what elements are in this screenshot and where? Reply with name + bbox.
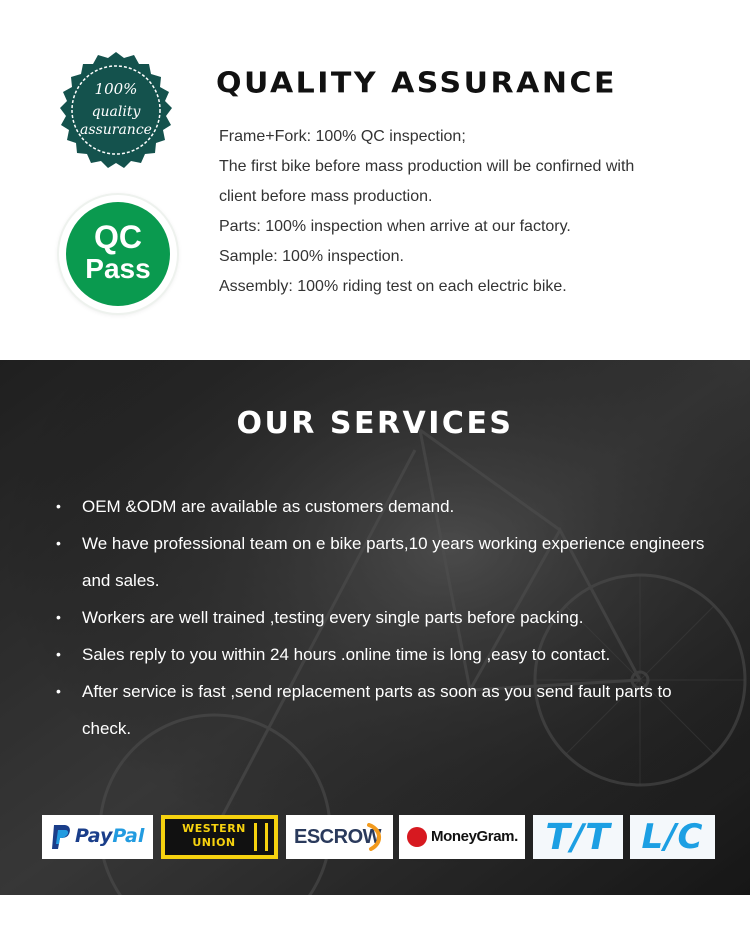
escrow-wordmark: ESCROW — [294, 826, 381, 848]
paypal-wordmark — [75, 825, 144, 847]
paypal-logo — [42, 815, 153, 859]
seal-text-3: assurance — [80, 122, 152, 138]
service-item-1: • OEM &ODM are available as customers demand. — [56, 488, 716, 525]
tt-logo — [533, 815, 623, 859]
qc-pass-circle — [66, 202, 170, 306]
quality-seal-icon — [53, 50, 179, 176]
qa-line-5: Sample: 100% inspection. — [219, 248, 404, 265]
western-union-line2: UNION — [192, 836, 236, 849]
services-list — [56, 488, 716, 747]
seal-text-1: 100% — [94, 80, 138, 98]
service-item-2: • We have professional team on e bike parts,10 years working experience engineers and sales. — [56, 525, 716, 599]
qc-badge-line1: QC — [94, 219, 142, 255]
escrow-logo — [286, 815, 393, 859]
western-union-bars-icon — [254, 823, 268, 851]
payment-methods — [42, 815, 722, 859]
quality-assurance-text — [219, 122, 719, 302]
western-union-line1: WESTERN — [182, 822, 246, 835]
paypal-text-a: Pay — [75, 825, 113, 847]
quality-assurance-title: QUALITY ASSURANCE — [216, 66, 617, 101]
moneygram-wordmark: MoneyGram. — [431, 828, 518, 845]
qa-line-1: Frame+Fork: 100% QC inspection; — [219, 128, 466, 145]
western-union-wordmark — [174, 822, 254, 850]
paypal-icon — [50, 823, 72, 851]
western-union-box — [165, 819, 274, 855]
moneygram-logo — [399, 815, 525, 859]
escrow-swoosh-icon — [367, 823, 385, 851]
tt-wordmark: T/T — [545, 817, 611, 858]
qa-line-2: The first bike before mass production will be confirned with — [219, 158, 635, 175]
our-services-section — [0, 360, 750, 895]
quality-assurance-section — [0, 0, 750, 360]
lc-wordmark: L/C — [641, 817, 704, 857]
seal-text-2: quality — [91, 104, 141, 120]
service-item-3: • Workers are well trained ,testing every single parts before packing. — [56, 599, 716, 636]
qa-line-4: Parts: 100% inspection when arrive at our factory. — [219, 218, 571, 235]
moneygram-icon — [407, 827, 427, 847]
qc-pass-badge — [59, 195, 177, 313]
our-services-title: OUR SERVICES — [236, 406, 514, 441]
lc-logo — [630, 815, 715, 859]
western-union-logo — [161, 815, 278, 859]
qa-line-6: Assembly: 100% riding test on each electric bike. — [219, 278, 567, 295]
qc-badge-line2: Pass — [85, 253, 151, 284]
service-item-5: • After service is fast ,send replacement parts as soon as you send fault parts to check. — [56, 673, 716, 747]
service-item-4: • Sales reply to you within 24 hours .online time is long ,easy to contact. — [56, 636, 716, 673]
paypal-text-b: Pal — [112, 825, 145, 847]
qa-line-3: client before mass production. — [219, 188, 433, 205]
